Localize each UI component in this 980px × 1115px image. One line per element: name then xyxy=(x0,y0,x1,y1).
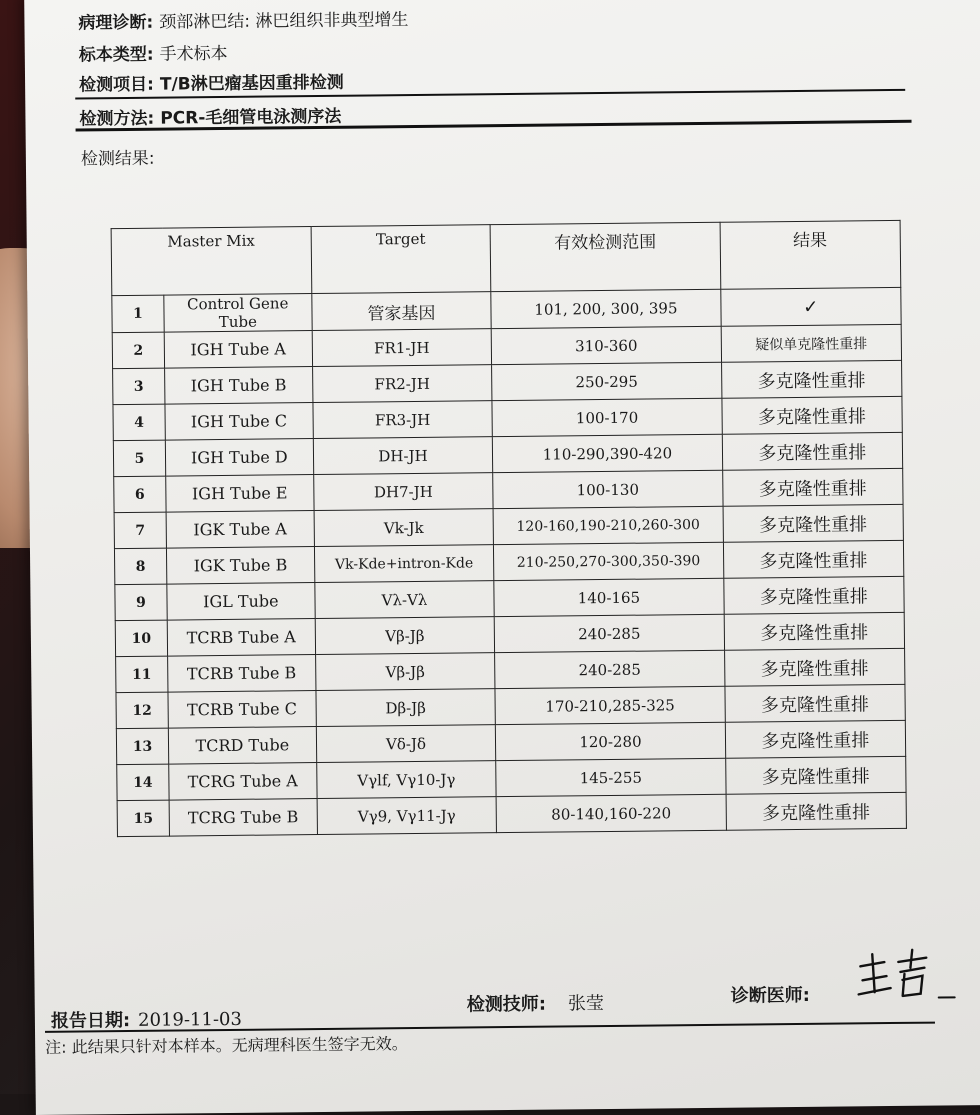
row-number: 9 xyxy=(115,584,167,621)
target-cell: FR1-JH xyxy=(312,329,492,367)
result-cell: 多克隆性重排 xyxy=(722,468,903,506)
col-header-target: Target xyxy=(311,225,491,294)
result-cell: 多克隆性重排 xyxy=(723,576,904,614)
results-heading: 检测结果: xyxy=(80,148,155,170)
range-cell: 100-130 xyxy=(493,470,723,508)
range-cell: 140-165 xyxy=(494,578,724,616)
results-table xyxy=(111,220,907,837)
col-header-range: 有效检测范围 xyxy=(490,222,720,291)
target-cell: Vλ-Vλ xyxy=(315,581,495,619)
range-cell: 120-280 xyxy=(496,722,726,760)
row-number: 12 xyxy=(116,692,168,729)
table-row xyxy=(117,792,906,836)
range-cell: 80-140,160-220 xyxy=(496,794,726,832)
result-cell: 多克隆性重排 xyxy=(722,432,903,470)
range-cell: 240-285 xyxy=(494,614,724,652)
master-mix-cell: TCRG Tube A xyxy=(169,763,317,801)
col-header-master-mix: Master Mix xyxy=(111,227,311,296)
table-header-row xyxy=(111,220,901,295)
row-number: 7 xyxy=(114,512,166,549)
target-cell: Vγ9, Vγ11-Jγ xyxy=(317,797,497,835)
range-cell: 310-360 xyxy=(491,326,721,364)
target-cell: Vk-Kde+intron-Kde xyxy=(314,545,494,583)
result-cell: 多克隆性重排 xyxy=(724,612,905,650)
row-number: 3 xyxy=(113,368,165,405)
result-cell: 多克隆性重排 xyxy=(722,396,903,434)
row-number: 5 xyxy=(113,440,165,477)
row-number: 8 xyxy=(114,548,166,585)
range-cell: 120-160,190-210,260-300 xyxy=(493,506,723,544)
target-cell: Vβ-Jβ xyxy=(315,653,495,691)
master-mix-cell: TCRB Tube C xyxy=(168,691,316,729)
diagnosis-label: 病理诊断: xyxy=(78,12,154,34)
method-label: 检测方法: xyxy=(79,108,155,130)
range-cell: 250-295 xyxy=(492,362,722,400)
diagnosis-value: 颈部淋巴结: 淋巴组织非典型增生 xyxy=(159,10,409,33)
result-cell: 多克隆性重排 xyxy=(721,360,902,398)
row-number: 14 xyxy=(117,764,169,801)
master-mix-cell: IGH Tube D xyxy=(165,439,313,477)
row-number: 13 xyxy=(116,728,168,765)
col-header-result: 结果 xyxy=(720,220,901,289)
result-cell: 多克隆性重排 xyxy=(725,720,906,758)
range-cell: 101, 200, 300, 395 xyxy=(491,289,721,328)
row-number: 15 xyxy=(117,800,169,837)
technician-value: 张莹 xyxy=(567,993,605,1015)
test-item-value: T/B淋巴瘤基因重排检测 xyxy=(159,72,344,95)
row-number: 11 xyxy=(116,656,168,693)
row-number: 1 xyxy=(112,295,164,333)
target-cell: Vk-Jk xyxy=(314,509,494,547)
technician xyxy=(467,989,604,1016)
target-cell: DH7-JH xyxy=(313,473,493,511)
master-mix-cell: TCRG Tube B xyxy=(169,799,317,837)
master-mix-cell: IGH Tube E xyxy=(166,475,314,513)
test-item-line xyxy=(79,68,344,96)
row-number: 4 xyxy=(113,404,165,441)
method-value: PCR-毛细管电泳测序法 xyxy=(160,106,342,129)
target-cell: Vβ-Jβ xyxy=(315,617,495,655)
footer-note: 注: 此结果只针对本样本。无病理科医生签字无效。 xyxy=(45,1034,408,1057)
target-cell: DH-JH xyxy=(313,437,493,475)
range-cell: 210-250,270-300,350-390 xyxy=(494,542,724,580)
specimen-value: 手术标本 xyxy=(159,43,228,65)
result-cell: ✓ xyxy=(720,287,901,326)
report-sheet xyxy=(24,0,980,1115)
master-mix-cell: Control Gene Tube xyxy=(164,294,312,333)
result-cell: 多克隆性重排 xyxy=(725,684,906,722)
report-date-label: 报告日期: xyxy=(50,1010,131,1032)
master-mix-cell: IGK Tube A xyxy=(166,511,314,549)
master-mix-cell: IGH Tube A xyxy=(164,331,312,369)
test-item-label: 检测项目: xyxy=(79,74,155,96)
master-mix-cell: TCRB Tube B xyxy=(168,655,316,693)
row-number: 2 xyxy=(112,332,164,369)
result-cell: 疑似单克隆性重排 xyxy=(721,324,902,362)
master-mix-cell: TCRB Tube A xyxy=(167,619,315,657)
technician-label: 检测技师: xyxy=(466,993,547,1016)
master-mix-cell: IGL Tube xyxy=(167,583,315,621)
doctor-label: 诊断医师: xyxy=(730,984,810,1007)
diagnosis-line xyxy=(78,5,408,33)
target-cell: FR2-JH xyxy=(312,365,492,403)
range-cell: 110-290,390-420 xyxy=(493,434,723,472)
range-cell: 170-210,285-325 xyxy=(495,686,725,724)
master-mix-cell: IGK Tube B xyxy=(166,547,314,585)
range-cell: 145-255 xyxy=(496,758,726,796)
result-cell: 多克隆性重排 xyxy=(724,648,905,686)
result-cell: 多克隆性重排 xyxy=(723,504,904,542)
result-cell: 多克隆性重排 xyxy=(725,756,906,794)
target-cell: Vγlf, Vγ10-Jγ xyxy=(316,761,496,799)
report-date-value: 2019-11-03 xyxy=(137,1008,242,1031)
range-cell: 240-285 xyxy=(495,650,725,688)
target-cell: 管家基因 xyxy=(311,292,491,331)
result-cell: 多克隆性重排 xyxy=(726,792,907,830)
row-number: 10 xyxy=(115,620,167,657)
master-mix-cell: IGH Tube C xyxy=(165,403,313,441)
range-cell: 100-170 xyxy=(492,398,722,436)
row-number: 6 xyxy=(114,476,166,513)
target-cell: Dβ-Jβ xyxy=(316,689,496,727)
diagnosing-doctor xyxy=(731,981,810,1008)
specimen-label: 标本类型: xyxy=(78,44,154,66)
specimen-line xyxy=(79,39,228,66)
doctor-signature xyxy=(854,943,965,1014)
target-cell: FR3-JH xyxy=(313,401,493,439)
target-cell: Vδ-Jδ xyxy=(316,725,496,763)
master-mix-cell: TCRD Tube xyxy=(168,727,316,765)
result-cell: 多克隆性重排 xyxy=(723,540,904,578)
master-mix-cell: IGH Tube B xyxy=(165,367,313,405)
